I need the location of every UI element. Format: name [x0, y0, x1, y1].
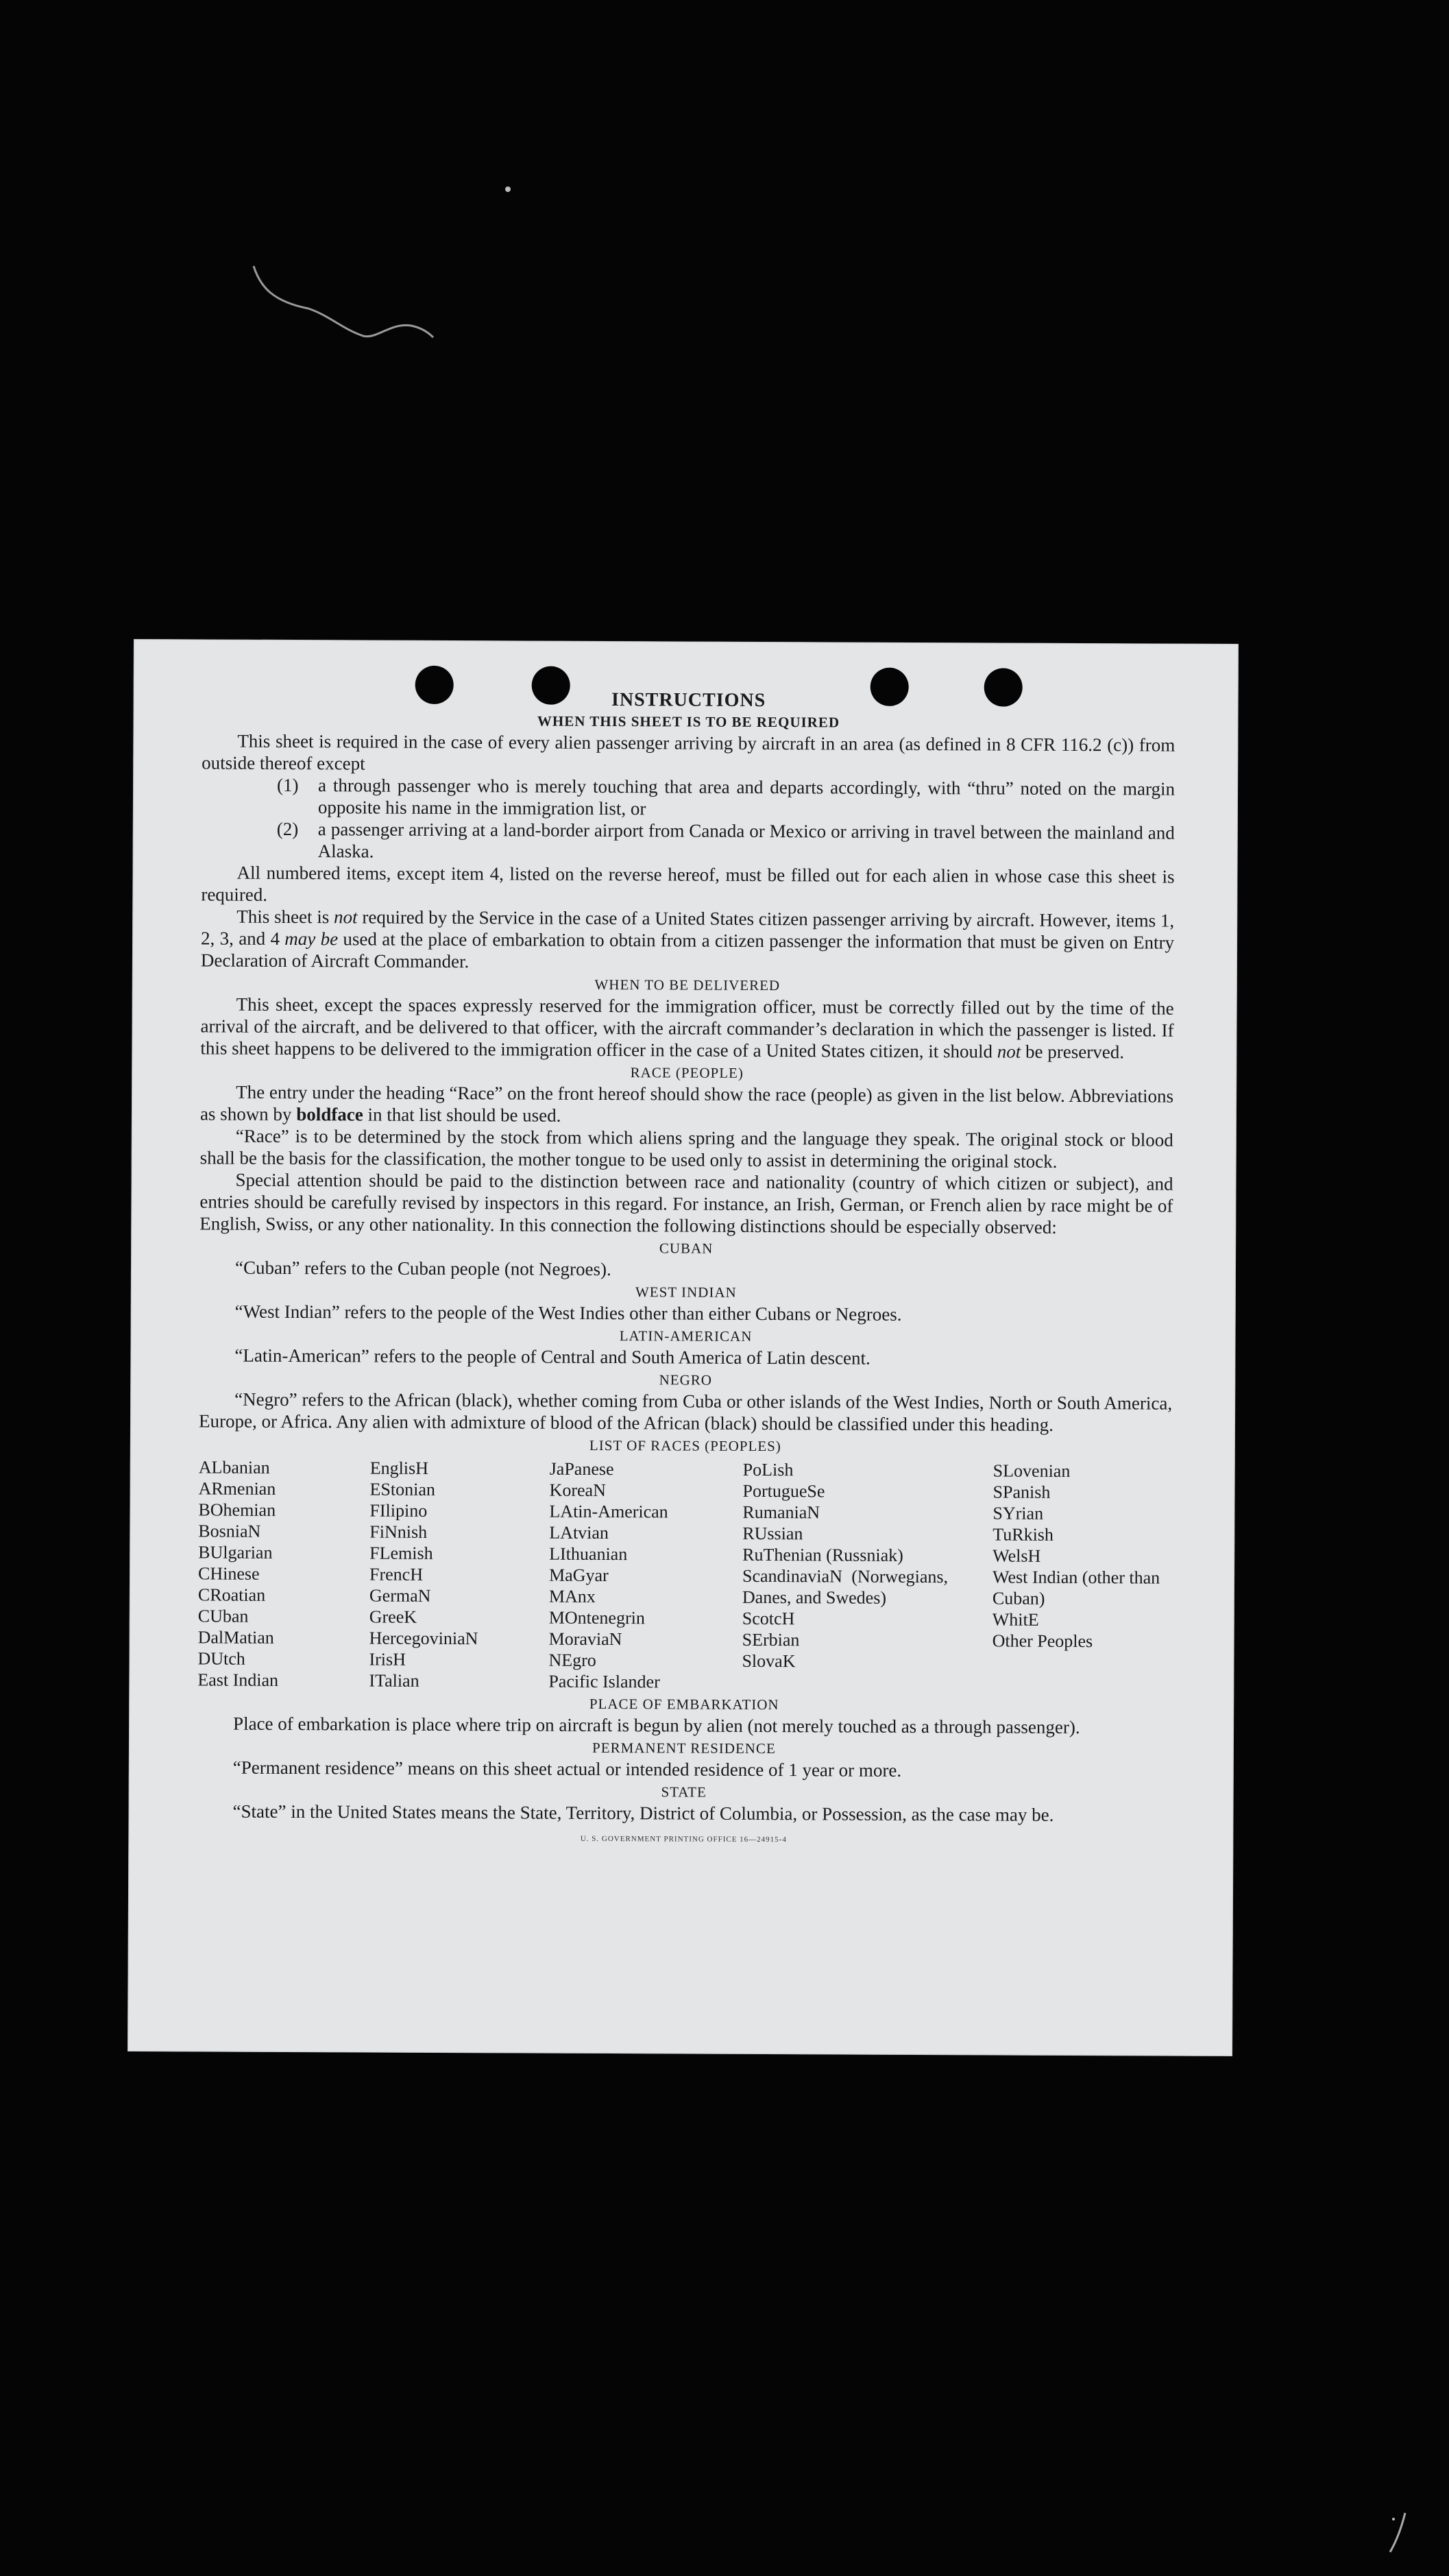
text-run: This sheet, except the spaces expressly reserved for the immigration officer, must be correctly filled out by the time of the arrival of the aircraft, and be delivered to that officer, with the aircraft commander’s declaration in which the passenger is listed. If this sheet happens to be delivered to the immigration officer in the case of a United States citizen, it should	[200, 994, 1174, 1062]
race-entry: ScandinaviaN (Norwegians, Danes, and Swedes)	[742, 1565, 949, 1608]
races-column	[742, 1459, 993, 1694]
text-run: used at the place of embarkation to obtain from a citizen passenger the information that must be given on Entry Declaration of Aircraft Commander.	[200, 928, 1175, 972]
race-entry: RUssian	[742, 1523, 803, 1544]
races-column	[369, 1458, 549, 1692]
race-entry: WelsH	[993, 1545, 1041, 1566]
paragraph: All numbered items, except item 4, listed on the reverse hereof, must be filled out for each alien in whose case this sheet is required.	[201, 862, 1175, 905]
race-entry: DalMatian	[197, 1627, 274, 1648]
text-run: required by the Service in the case of a United States citizen passenger arriving by aircraft. However, items 1, 2, 3, and 4	[201, 906, 1175, 949]
section-heading-state: STATE	[661, 1783, 707, 1801]
section-heading-negro: NEGRO	[659, 1371, 713, 1388]
section-heading-place-of-embarkation: PLACE OF EMBARKATION	[589, 1695, 779, 1713]
race-entry: FiNnish	[369, 1521, 428, 1542]
paragraph: Place of embarkation is place where trip on aircraft is begun by alien (not merely touched as a through passenger).	[233, 1713, 1080, 1738]
race-entry: LAtin-American	[549, 1501, 668, 1522]
races-table	[197, 1456, 1171, 1694]
race-entry: CRoatian	[197, 1585, 266, 1605]
italic-run: not	[334, 906, 358, 928]
race-entry: EStonian	[369, 1479, 435, 1500]
scratch-mark	[247, 261, 439, 343]
race-entry: HercegoviniaN	[369, 1628, 478, 1649]
paragraph: “Negro” refers to the African (black), whether coming from Cuba or other islands of the West Indies, North or South America, Europe, or Africa. Any alien with admixture of blood of the African (black) should be classified under this heading.	[198, 1388, 1173, 1435]
race-entry: WhitE	[992, 1609, 1039, 1630]
race-entry: BOhemian	[198, 1500, 276, 1520]
race-entry: SYrian	[993, 1503, 1044, 1524]
race-entry: ALbanian	[198, 1457, 270, 1478]
item-text: a through passenger who is merely touching that area and departs accordingly, with “thru” noted on the margin opposite his name in the immigration list, or	[317, 775, 1176, 819]
race-entry: RumaniaN	[742, 1502, 820, 1523]
race-entry: BosniaN	[198, 1521, 261, 1541]
race-entry: MOntenegrin	[548, 1607, 645, 1628]
section-heading-list-of-races: LIST OF RACES (PEOPLES)	[589, 1436, 781, 1455]
page-title: INSTRUCTIONS	[611, 689, 766, 712]
text-run: This sheet is	[236, 906, 334, 928]
paragraph: “Permanent residence” means on this sheet actual or intended residence of 1 year or more.	[232, 1757, 902, 1781]
race-entry: SPanish	[993, 1482, 1051, 1502]
sheet-content	[197, 687, 1175, 1852]
race-entry: FrencH	[369, 1564, 424, 1585]
race-entry: NEgro	[548, 1650, 596, 1670]
race-entry: West Indian (other than Cuban)	[992, 1567, 1160, 1609]
race-entry: GermaN	[369, 1585, 431, 1606]
races-column	[548, 1458, 742, 1693]
race-entry: TuRkish	[993, 1524, 1054, 1545]
text-run: The entry under the heading “Race” on the front hereof should show the race (people) as given in the list below. Abbreviations as shown by	[199, 1081, 1174, 1125]
race-entry: SErbian	[742, 1629, 800, 1650]
paragraph: “Latin-American” refers to the people of Central and South America of Latin descent.	[234, 1345, 870, 1369]
paragraph	[200, 993, 1173, 1063]
race-entry: East Indian	[197, 1670, 279, 1690]
race-entry: ITalian	[369, 1670, 419, 1691]
paragraph	[200, 1081, 1173, 1129]
race-entry: KoreaN	[549, 1480, 606, 1501]
item-text: a passenger arriving at a land-border airport from Canada or Mexico or arriving in travel between the mainland and Alaska.	[317, 819, 1175, 862]
race-entry: Other Peoples	[992, 1630, 1093, 1652]
races-column	[197, 1456, 369, 1691]
paragraph: “Cuban” refers to the Cuban people (not Negroes).	[234, 1257, 611, 1280]
race-entry: MoraviaN	[548, 1628, 622, 1650]
race-entry: JaPanese	[549, 1458, 614, 1480]
race-entry: CUban	[197, 1606, 249, 1626]
race-entry: BUlgarian	[198, 1542, 273, 1563]
race-entry: MAnx	[548, 1586, 596, 1606]
race-entry: FIlipino	[369, 1500, 428, 1521]
race-entry: MaGyar	[548, 1565, 609, 1586]
race-entry: PortugueSe	[742, 1480, 825, 1502]
section-heading-latin-american: LATIN-AMERICAN	[619, 1327, 753, 1345]
race-entry: GreeK	[369, 1606, 417, 1627]
section-heading-race: RACE (PEOPLE)	[630, 1064, 744, 1081]
paragraph: “West Indian” refers to the people of the West Indies other than either Cubans or Negroes.	[234, 1301, 902, 1325]
printer-imprint: U. S. GOVERNMENT PRINTING OFFICE 16—24915-4	[580, 1834, 787, 1844]
bold-run: boldface	[296, 1104, 363, 1125]
section-heading-when-required: WHEN THIS SHEET IS TO BE REQUIRED	[537, 712, 840, 731]
paragraph: This sheet is required in the case of every alien passenger arriving by aircraft in an area (as defined in 8 CFR 116.2 (c)) from outside thereof except	[202, 730, 1176, 774]
speck	[505, 186, 511, 192]
race-entry: LIthuanian	[549, 1543, 628, 1565]
item-number: (2)	[276, 818, 299, 840]
race-entry: CHinese	[197, 1563, 260, 1584]
paragraph: “State” in the United States means the State, Territory, District of Columbia, or Possession, as the case may be.	[232, 1801, 1054, 1825]
race-entry: Pacific Islander	[548, 1671, 660, 1692]
item-number: (1)	[277, 774, 299, 796]
text-run: in that list should be used.	[363, 1104, 561, 1126]
list-item	[277, 818, 1175, 866]
paragraph: “Race” is to be determined by the stock from which aliens spring and the language they speak. The original stock or blood shall be the basis for the classification, the mother tongue to be used only to assist in determining the original stock.	[199, 1125, 1173, 1172]
paragraph	[201, 905, 1174, 975]
section-heading-cuban: CUBAN	[659, 1240, 714, 1257]
race-entry: ARmenian	[198, 1478, 276, 1499]
races-column	[992, 1460, 1171, 1694]
list-item	[277, 774, 1175, 822]
scratch-mark	[1378, 2509, 1412, 2557]
race-entry: ScotcH	[742, 1608, 795, 1629]
section-heading-west-indian: WEST INDIAN	[635, 1284, 737, 1301]
race-entry: RuThenian (Russniak)	[742, 1544, 903, 1565]
text-run: be preserved.	[1021, 1041, 1125, 1063]
race-entry: FLemish	[369, 1543, 433, 1563]
instruction-sheet	[127, 639, 1239, 2056]
paragraph: Special attention should be paid to the distinction between race and nationality (country of which citizen or subject), and entries should be carefully revised by inspectors in this regard. For instance, an Irish, German, or French alien by race might be of English, Swiss, or any other nationality. In this connection the following distinctions should be especially observed:	[199, 1169, 1173, 1238]
race-entry: DUtch	[197, 1648, 245, 1669]
race-entry: SlovaK	[742, 1650, 796, 1672]
italic-run: may be	[284, 928, 339, 950]
section-heading-when-delivered: WHEN TO BE DELIVERED	[594, 976, 781, 994]
section-heading-permanent-residence: PERMANENT RESIDENCE	[592, 1739, 776, 1757]
race-entry: IrisH	[369, 1649, 406, 1670]
race-entry: PoLish	[742, 1459, 794, 1480]
race-entry: SLovenian	[993, 1460, 1071, 1481]
race-entry: EnglisH	[369, 1458, 429, 1478]
italic-run: not	[997, 1041, 1021, 1062]
race-entry: LAtvian	[549, 1522, 609, 1543]
